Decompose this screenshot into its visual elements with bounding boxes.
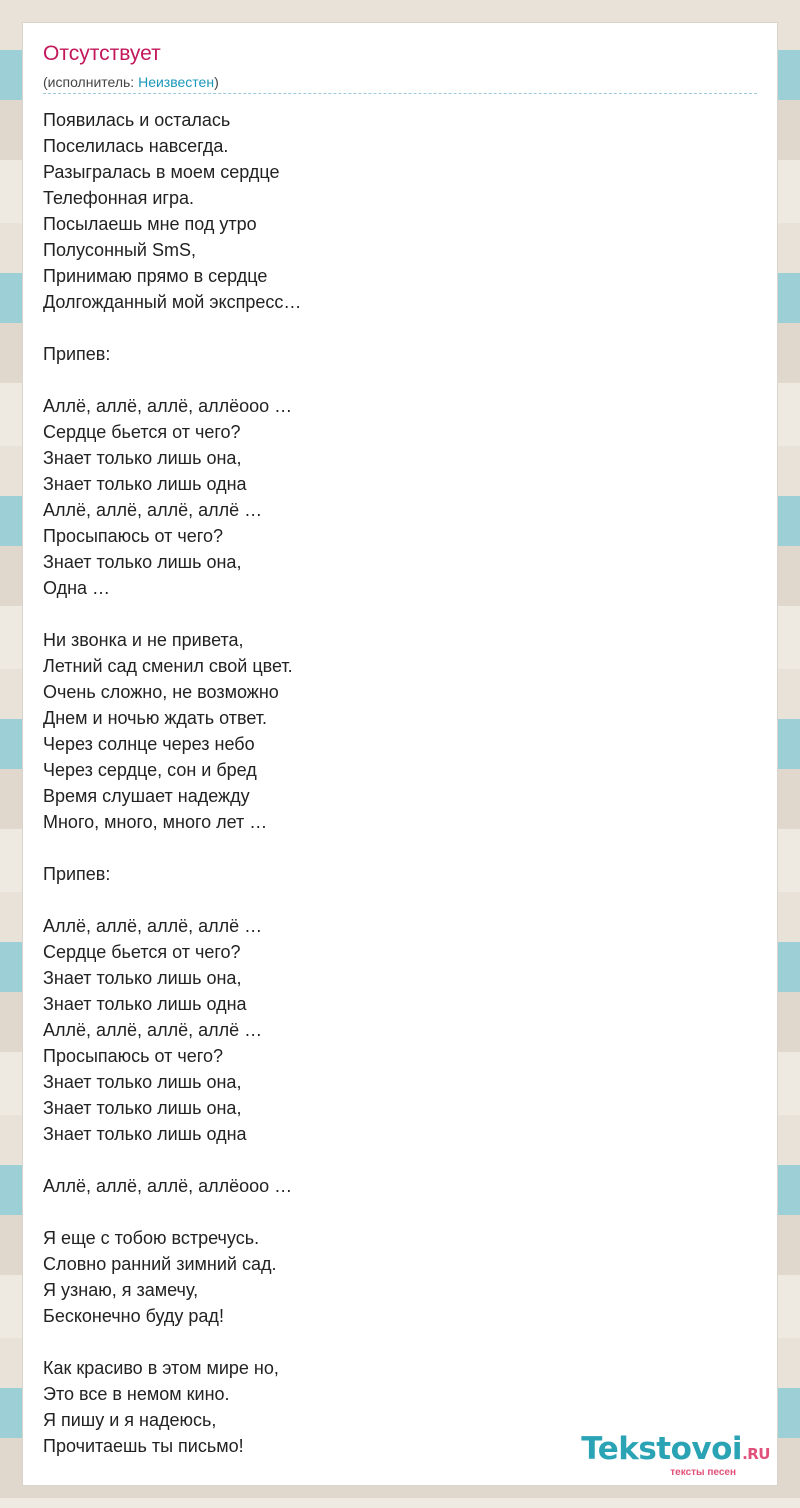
lyric-line: Очень сложно, не возможно bbox=[43, 682, 279, 702]
artist-suffix: ) bbox=[214, 74, 219, 90]
blank-line bbox=[43, 887, 301, 913]
lyric-line: Телефонная игра. bbox=[43, 188, 195, 208]
lyric-line: Знает только лишь она, bbox=[43, 552, 242, 572]
lyric-line: Аллё, аллё, аллё, аллё … bbox=[43, 916, 263, 936]
lyric-line: Ни звонка и не привета, bbox=[43, 630, 244, 650]
lyric-line: Разыгралась в моем сердце bbox=[43, 162, 280, 182]
lyric-line: Это все в немом кино. bbox=[43, 1384, 230, 1404]
logo-name: Tekstovoi bbox=[581, 1431, 743, 1467]
divider bbox=[43, 93, 757, 94]
logo-tagline: тексты песен bbox=[670, 1467, 736, 1478]
lyric-line: Принимаю прямо в сердце bbox=[43, 266, 268, 286]
lyric-line: Посылаешь мне под утро bbox=[43, 214, 257, 234]
lyric-line: Словно ранний зимний сад. bbox=[43, 1254, 277, 1274]
lyric-line: Одна … bbox=[43, 578, 111, 598]
lyric-line: Аллё, аллё, аллё, аллёооо … bbox=[43, 396, 293, 416]
blank-line bbox=[43, 367, 301, 393]
lyric-line: Через сердце, сон и бред bbox=[43, 760, 257, 780]
lyric-line: Припев: bbox=[43, 344, 111, 364]
lyric-line: Сердце бьется от чего? bbox=[43, 942, 241, 962]
lyric-line: Знает только лишь одна bbox=[43, 1124, 247, 1144]
lyric-line: Просыпаюсь от чего? bbox=[43, 1046, 223, 1066]
lyric-line: Появилась и осталась bbox=[43, 110, 231, 130]
lyric-line: Я еще с тобою встречусь. bbox=[43, 1228, 260, 1248]
lyric-line: Просыпаюсь от чего? bbox=[43, 526, 223, 546]
blank-line bbox=[43, 601, 301, 627]
artist-prefix: (исполнитель: bbox=[43, 74, 139, 90]
lyric-line: Полусонный SmS, bbox=[43, 240, 196, 260]
logo-tld: .RU bbox=[742, 1445, 770, 1463]
lyric-line: Поселилась навсегда. bbox=[43, 136, 229, 156]
blank-line bbox=[43, 1147, 301, 1173]
blank-line bbox=[43, 1199, 301, 1225]
song-title: Отсутствует bbox=[43, 42, 161, 65]
lyric-line: Аллё, аллё, аллё, аллё … bbox=[43, 1020, 263, 1040]
lyric-line: Знает только лишь одна bbox=[43, 474, 247, 494]
lyric-line: Долгожданный мой экспресс… bbox=[43, 292, 302, 312]
lyric-line: Аллё, аллё, аллё, аллё … bbox=[43, 500, 263, 520]
lyric-line: Знает только лишь одна bbox=[43, 994, 247, 1014]
lyric-line: Как красиво в этом мире но, bbox=[43, 1358, 279, 1378]
lyric-line: Бесконечно буду рад! bbox=[43, 1306, 224, 1326]
lyric-line: Летний сад сменил свой цвет. bbox=[43, 656, 293, 676]
lyric-line: Знает только лишь она, bbox=[43, 968, 242, 988]
lyric-line: Днем и ночью ждать ответ. bbox=[43, 708, 268, 728]
artist-link[interactable]: Неизвестен bbox=[138, 74, 215, 90]
lyric-line: Через солнце через небо bbox=[43, 734, 255, 754]
lyrics-text bbox=[43, 107, 301, 1459]
lyric-line: Сердце бьется от чего? bbox=[43, 422, 241, 442]
lyrics-card bbox=[22, 22, 778, 1486]
lyric-line: Время слушает надежду bbox=[43, 786, 250, 806]
lyric-line: Припев: bbox=[43, 864, 111, 884]
lyric-line: Знает только лишь она, bbox=[43, 1098, 242, 1118]
lyric-line: Я пишу и я надеюсь, bbox=[43, 1410, 217, 1430]
blank-line bbox=[43, 315, 301, 341]
site-logo[interactable] bbox=[581, 1432, 770, 1478]
blank-line bbox=[43, 1329, 301, 1355]
blank-line bbox=[43, 835, 301, 861]
artist-line bbox=[43, 74, 219, 90]
lyric-line: Знает только лишь она, bbox=[43, 1072, 242, 1092]
lyric-line: Много, много, много лет … bbox=[43, 812, 268, 832]
lyric-line: Знает только лишь она, bbox=[43, 448, 242, 468]
lyric-line: Аллё, аллё, аллё, аллёооо … bbox=[43, 1176, 293, 1196]
lyric-line: Прочитаешь ты письмо! bbox=[43, 1436, 244, 1456]
lyric-line: Я узнаю, я замечу, bbox=[43, 1280, 199, 1300]
